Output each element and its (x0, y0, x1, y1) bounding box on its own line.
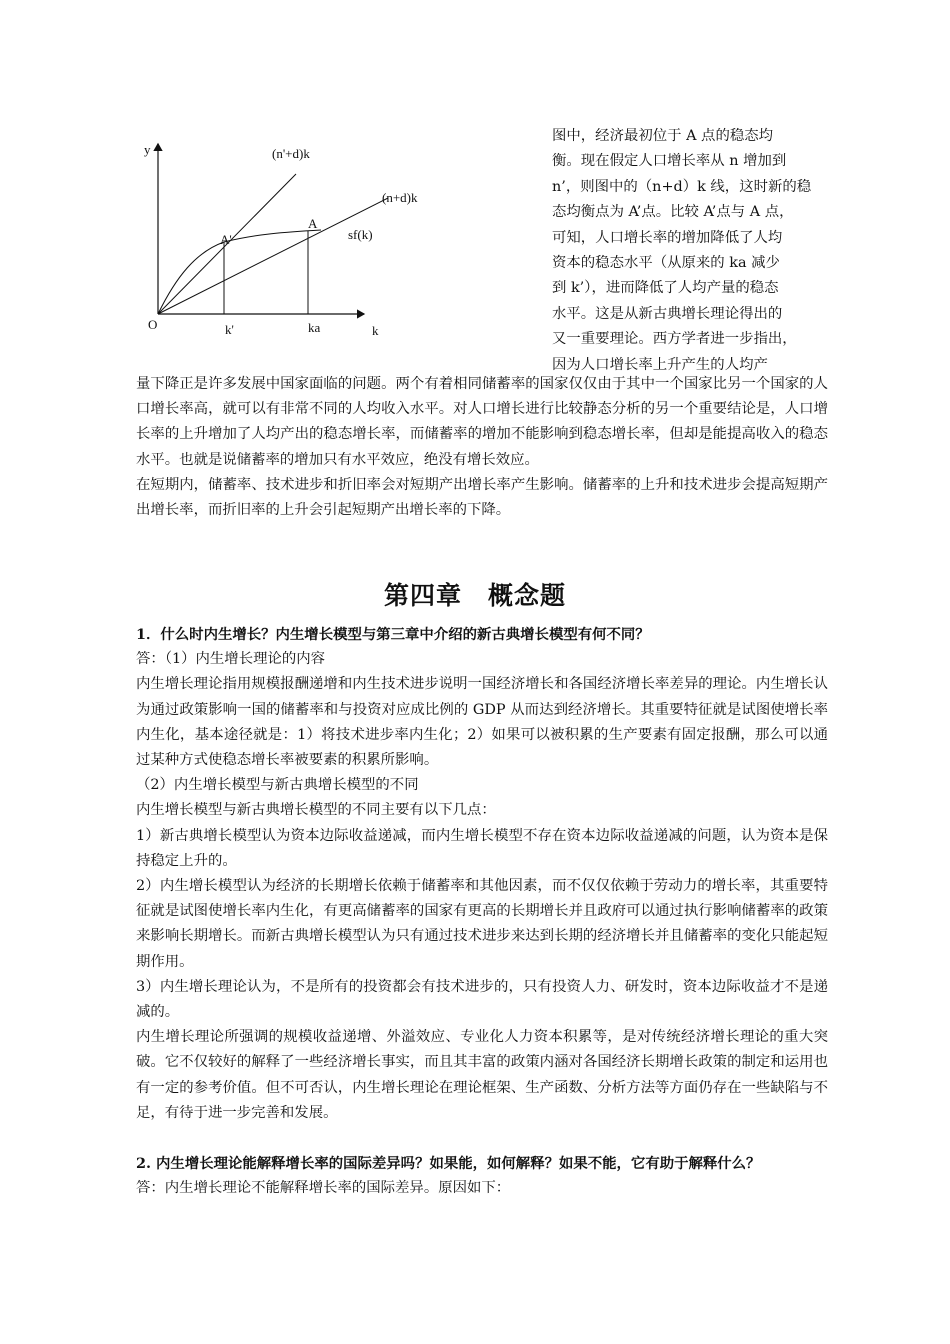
paragraph-short-run: 在短期内，储蓄率、技术进步和折旧率会对短期产出增长率产生影响。储蓄率的上升和技术进步会提高短期产出增长率，而折旧率的上升会引起短期产出增长率的下降。 (136, 476, 828, 519)
point-a-label: A (308, 216, 318, 231)
side-line: 到 k’），进而降低了人均产量的稳态 (552, 280, 779, 297)
sfk-label: sf(k) (348, 227, 373, 242)
answer-1-subheading-2: （2）内生增长模型与新古典增长模型的不同 (136, 777, 419, 794)
y-axis-label: y (144, 142, 151, 157)
origin-label: O (148, 317, 158, 332)
tick-k-prime-label: k' (225, 322, 234, 337)
side-line: 资本的稳态水平（从原来的 ka 减少 (552, 255, 780, 272)
side-line: 可知，人口增长率的增加降低了人均 (552, 229, 783, 246)
answer-1-paragraph-3: 内生增长理论所强调的规模收益递增、外溢效应、专业化人力资本积累等，是对传统经济增长理论的重大突破。它不仅较好的解释了一些经济增长事实，而且其丰富的政策内涵对各国经济长期增长政策的制定和运用也有一定的参考价值。但不可否认，内生增长理论在理论框架、生产函数、分析方法等方面仍存在一些缺陷与不足，有待于进一步完善和发展。 (136, 1029, 828, 1121)
chapter-heading: 第四章 概念题 (383, 581, 566, 610)
answer-1-paragraph-1: 内生增长理论指用规模报酬递增和内生技术进步说明一国经济增长和各国经济增长率差异的理论。内生增长认为通过政策影响一国的储蓄率和与投资对应成比例的 GDP 从而达到经济增长。其重要特征就是试图使增长率内生化，基本途径就是：1）将技术进步率内生化；2）如果可以被积累的生产要素有固定报酬，那么可以通过某种方式使稳态增长率被要素的积累所影响。 (136, 676, 828, 769)
answer-1-item-3: 3）内生增长理论认为，不是所有的投资都会有技术进步的，只有投资人力、研发时，资本边际收益才不是递减的。 (136, 978, 828, 1021)
n-prime-d-k-label: (n'+d)k (272, 146, 310, 161)
side-line: 态均衡点为 A’点。比较 A’点与 A 点， (552, 204, 794, 221)
side-line: 衡。现在假定人口增长率从 n 增加到 (552, 153, 787, 170)
solow-diagram (136, 132, 536, 347)
answer-1-paragraph-2: 内生增长模型与新古典增长模型的不同主要有以下几点： (136, 802, 496, 819)
tick-ka-label: ka (308, 320, 321, 335)
n-d-k-label: (n+d)k (382, 190, 418, 205)
question-2: 2. 内生增长理论能解释增长率的国际差异吗？如果能，如何解释？如果不能，它有助于解释什么？ (136, 1155, 761, 1173)
questions-section (136, 622, 828, 1201)
answer-2-intro: 答：内生增长理论不能解释增长率的国际差异。原因如下： (136, 1180, 511, 1197)
side-line: 水平。这是从新古典增长理论得出的 (552, 305, 783, 322)
figure-side-text (552, 124, 824, 378)
side-line: 因为人口增长率上升产生的人均产 (552, 356, 768, 373)
paragraph-continue: 量下降正是许多发展中国家面临的问题。两个有着相同储蓄率的国家仅仅由于其中一个国家比另一个国家的人口增长率高，就可以有非常不同的人均收入水平。对人口增长进行比较静态分析的另一个重要结论是，人口增长率的上升增加了人均产出的稳态增长率，而储蓄率的增加不能影响到稳态增长率，但却是能提高收入的稳态水平。也就是说储蓄率的增加只有水平效应，绝没有增长效应。 (136, 376, 828, 468)
answer-1-item-2: 2）内生增长模型认为经济的长期增长依赖于储蓄率和其他因素，而不仅仅依赖于劳动力的增长率，其重要特征就是试图使增长率内生化，有更高储蓄率的国家有更高的长期增长并且政府可以通过执行影响储蓄率的政策来影响长期增长。而新古典增长模型认为只有通过技术进步来达到长期的经济增长并且储蓄率的变化只能起短期作用。 (136, 878, 828, 970)
side-line: n’，则图中的（n+d）k 线，这时新的稳 (552, 178, 812, 195)
side-line: 图中，经济最初位于 A 点的稳态均 (552, 128, 774, 144)
answer-1-item-1: 1）新古典增长模型认为资本边际收益递减，而内生增长模型不存在资本边际收益递减的问题，认为资本是保持稳定上升的。 (136, 827, 828, 869)
question-1: 1．什么时内生增长？内生增长模型与第三章中介绍的新古典增长模型有何不同？ (136, 626, 650, 643)
n-d-k-line (158, 198, 388, 314)
point-a-prime-label: A' (220, 232, 232, 247)
answer-1-intro: 答：（1）内生增长理论的内容 (136, 651, 326, 668)
spacer (136, 1126, 828, 1151)
continuation-section (136, 372, 828, 523)
side-line: 又一重要理论。西方学者进一步指出， (552, 331, 797, 348)
x-axis-label: k (372, 323, 379, 338)
solow-diagram-svg (136, 132, 536, 347)
